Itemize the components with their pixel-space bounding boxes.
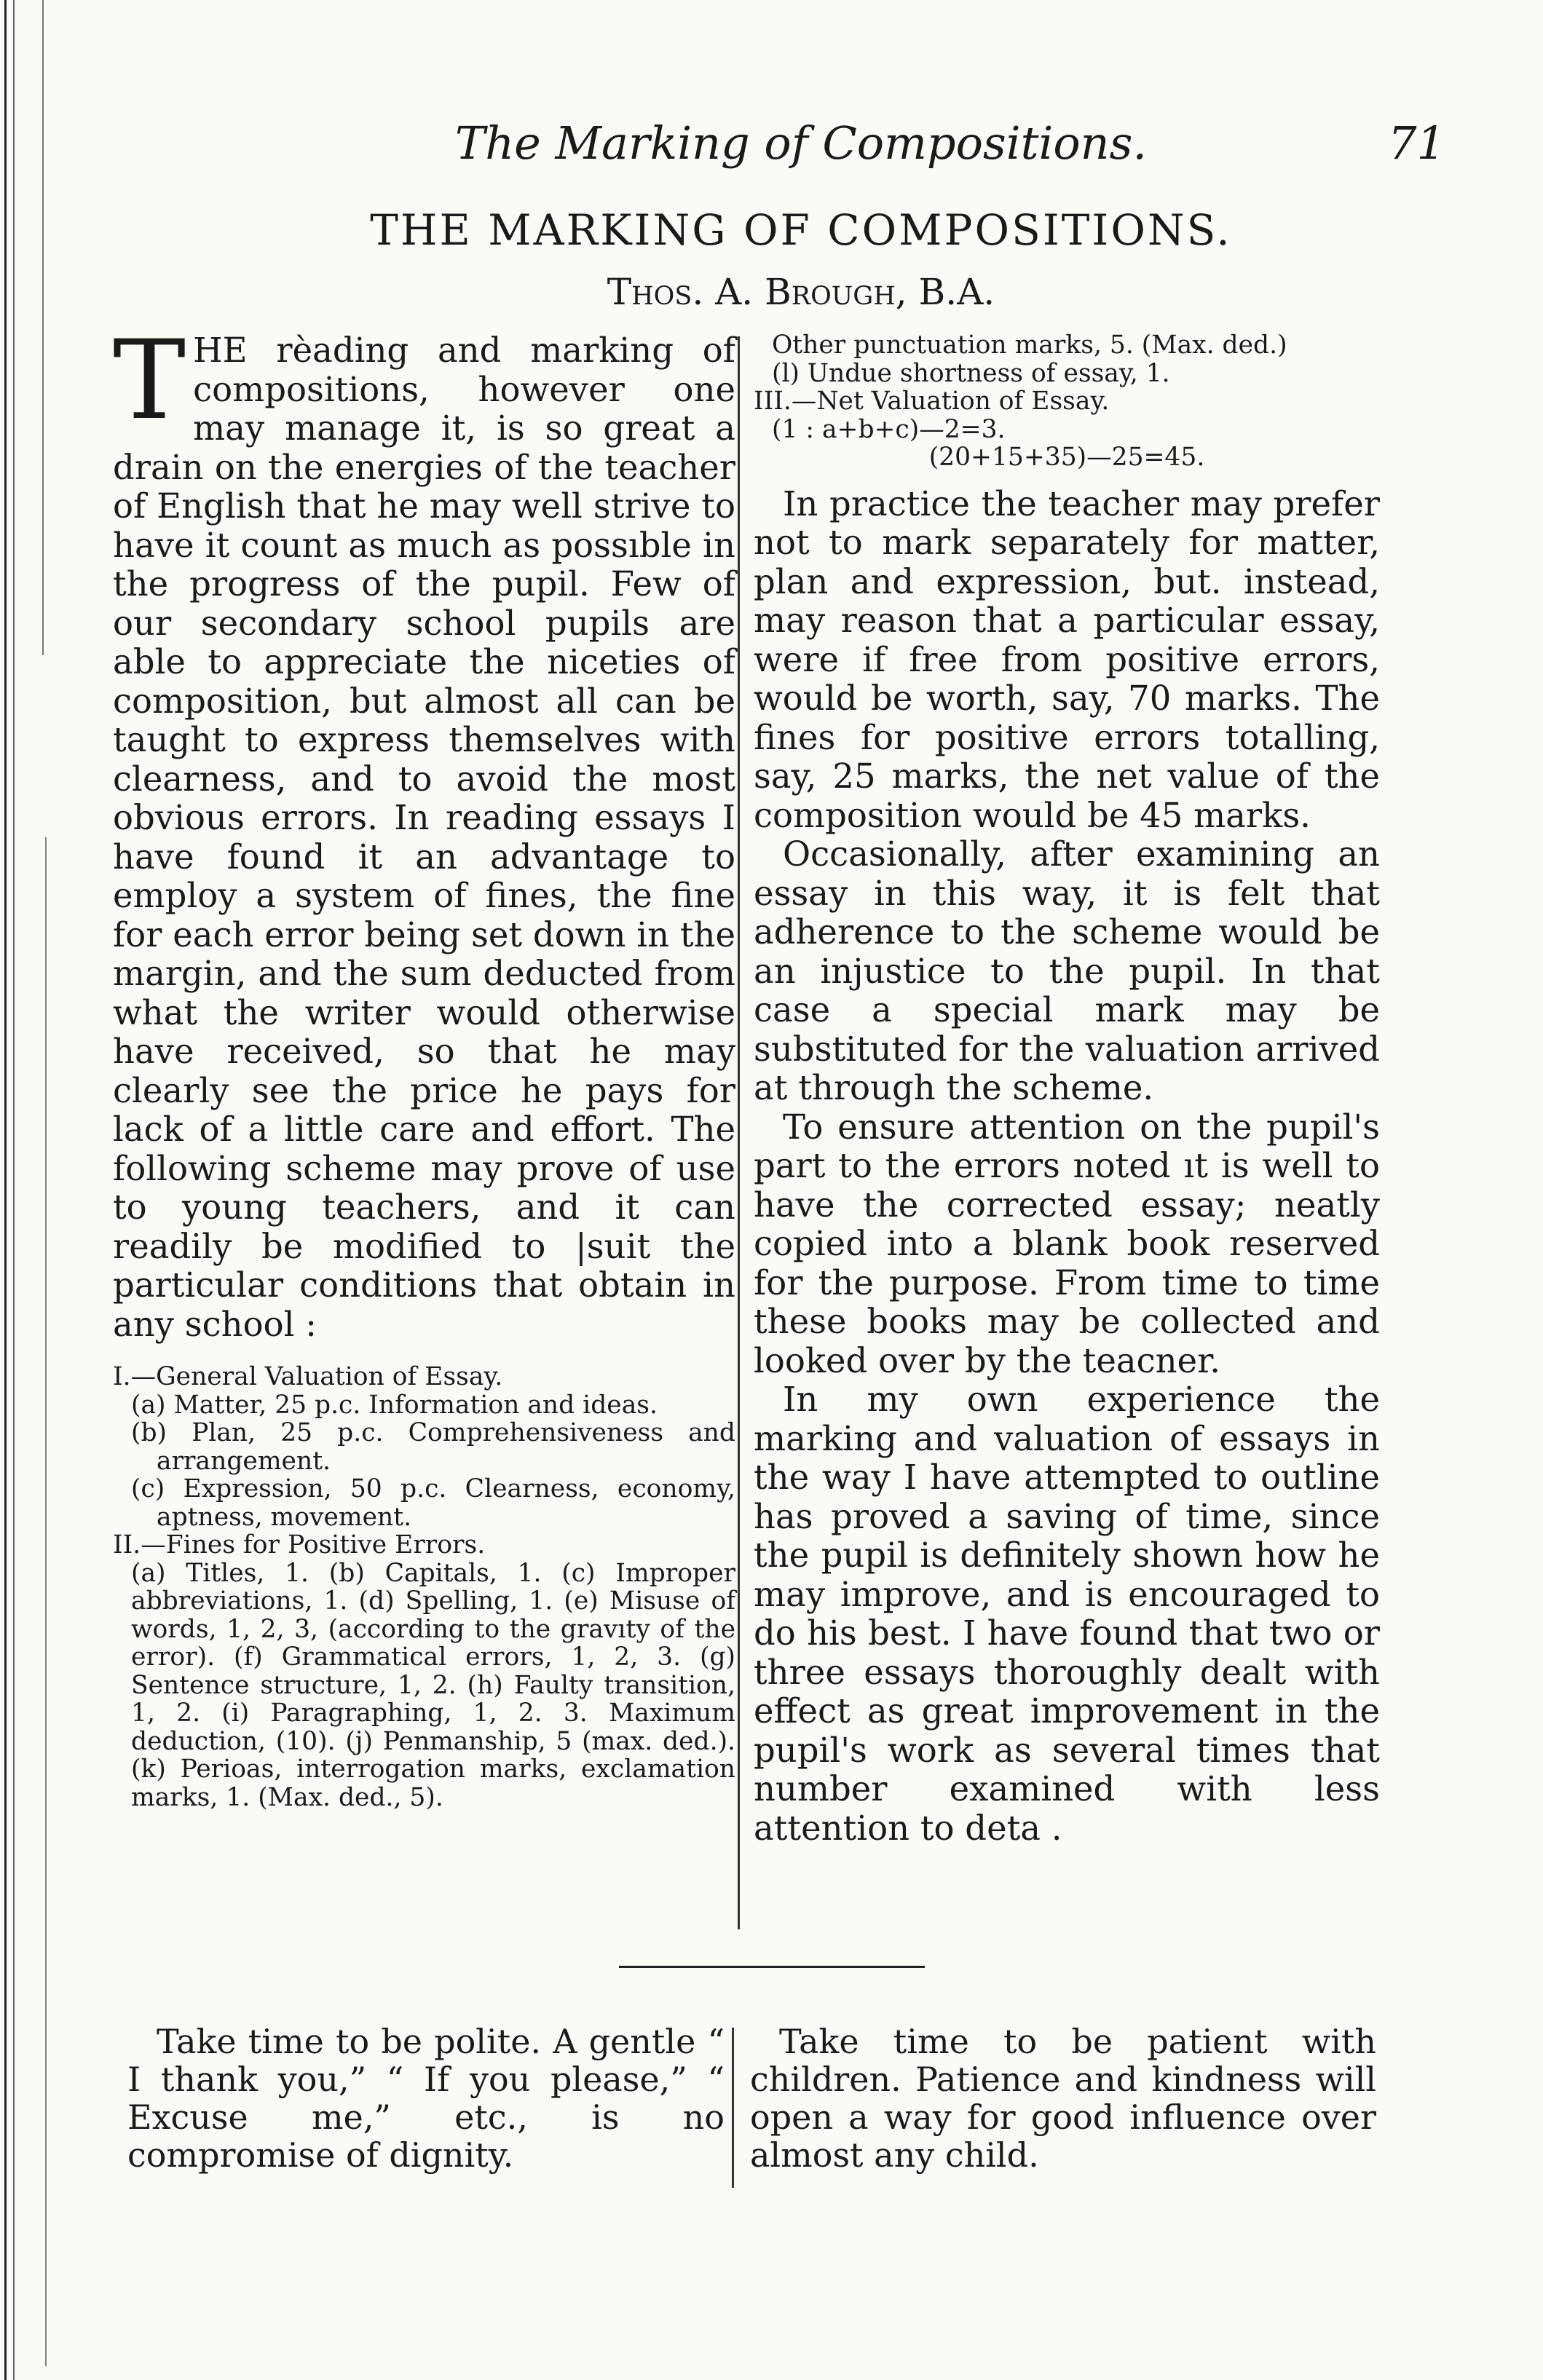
scheme-line: (l) Undue shortness of essay, 1. (772, 358, 1170, 388)
footer-right (750, 2023, 1376, 2174)
page-number: 71 (1388, 116, 1445, 170)
paragraph-attention: To ensure attention on the pupil's part to the errors noted ıt is well to have the corrected essay; neatly copied into a blank book reserved for the purpose. From time to time these books may be collected and looked over by the teacner. (754, 1107, 1380, 1380)
binding-edge (0, 0, 58, 2380)
scheme-line: III.—Net Valuation of Essay. (754, 387, 1110, 416)
left-column (113, 317, 735, 1812)
scheme-line: (c) Expression, 50 p.c. Clearness, economy, aptness, movement. (131, 1474, 735, 1532)
section-separator (619, 1966, 925, 1968)
right-column (754, 331, 1380, 1848)
column-divider (738, 336, 740, 1929)
footer-divider (732, 2028, 734, 2188)
scheme-line: (a) Matter, 25 p.c. Information and ideas. (131, 1390, 658, 1420)
scheme-list (113, 1363, 735, 1811)
scheme-continuation (754, 331, 1380, 472)
article-author: Thos. A. Brough, B.A. (607, 271, 995, 313)
scheme-line: Other punctuation marks, 5. (Max. ded.) (772, 331, 1287, 360)
paragraph-opening: rèading and marking of compositions, however one may manage it, is so great a drain on the energies of the teacher of English that he may well strive to have it count as much as possıble in the progress of the pupil. Few of our secondary school pupils are able to appreciate the niceties of composition, but almost all can be taught to express themselves with clearness, and to avoid the most obvious errors. In reading essays I have found it an advantage to employ a system of fines, the fine for each error being set down in the margin, and the sum deducted from what the writer would otherwise have received, so that he may clearly see the price he pays for lack of a little care and effort. The following scheme may prove of use to young teachers, and it can readily be modified to |suit the particular conditions that obtain in any school : (113, 331, 735, 1344)
footer-left (127, 2023, 725, 2174)
page-header (113, 116, 1489, 175)
scheme-line: II.—Fines for Positive Errors. (113, 1530, 486, 1559)
footer-patience: Take time to be patient with children. Patience and kindness will open a way for good influence over almost any child. (750, 2022, 1376, 2175)
article-title: THE MARKING OF COMPOSITIONS. (370, 205, 1232, 255)
paragraph-practice: In practice the teacher may prefer not to mark separately for matter, plan and expression, but. instead, may reason that a particular essay, were if free from positive errors, would be worth, say, 70 marks. The fines for positive errors totalling, say, 25 marks, the net value of the composition would be 45 marks. (754, 483, 1380, 835)
scheme-line: I.—General Valuation of Essay. (113, 1362, 503, 1391)
opening-word: HE (193, 331, 248, 370)
scheme-line: (b) Plan, 25 p.c. Comprehensiveness and arrangement. (131, 1418, 735, 1476)
scheme-line: (1 : a+b+c)—2=3. (772, 414, 1006, 444)
scheme-line: (a) Titles, 1. (b) Capitals, 1. (c) Improper abbreviations, 1. (d) Spelling, 1. (e) Misuse of words, 1, 2, 3, (according to the gravıty of the error). (f) Grammatical errors, 1, 2, 3. (g) Sentence structure, 1, 2. (h) Faulty transition, 1, 2. (i) Paragraphing, 1, 2. 3. Maximum deduction, (10). (j) Penmanship, 5 (max. ded.). (k) Perioas, interrogation marks, exclamation marks, 1. (Max. ded., 5). (131, 1558, 735, 1812)
paragraph-occasionally: Occasionally, after examining an essay in this way, it is felt that adherence to the scheme would be an injustice to the pupil. In that case a special mark may be substituted for the valuation arrived at through the scheme. (754, 834, 1380, 1107)
drop-cap: T (113, 317, 186, 444)
paragraph-experience: In my own experience the marking and valuation of essays in the way I have attempted to outline has proved a saving of time, since the pupil is definitely shown how he may improve, and is encouraged to do his best. I have found that two or three essays thoroughly dealt with effect as great improvement in the pupil's work as several times that number examined with less attention to deta . (754, 1380, 1380, 1848)
running-title: The Marking of Compositions. (454, 116, 1148, 170)
scheme-line: (20+15+35)—25=45. (928, 443, 1205, 472)
footer-politeness: Take time to be polite. A gentle “ I thank you,” “ If you please,” “ Excuse me,” etc., is no compromise of dignity. (127, 2022, 725, 2175)
